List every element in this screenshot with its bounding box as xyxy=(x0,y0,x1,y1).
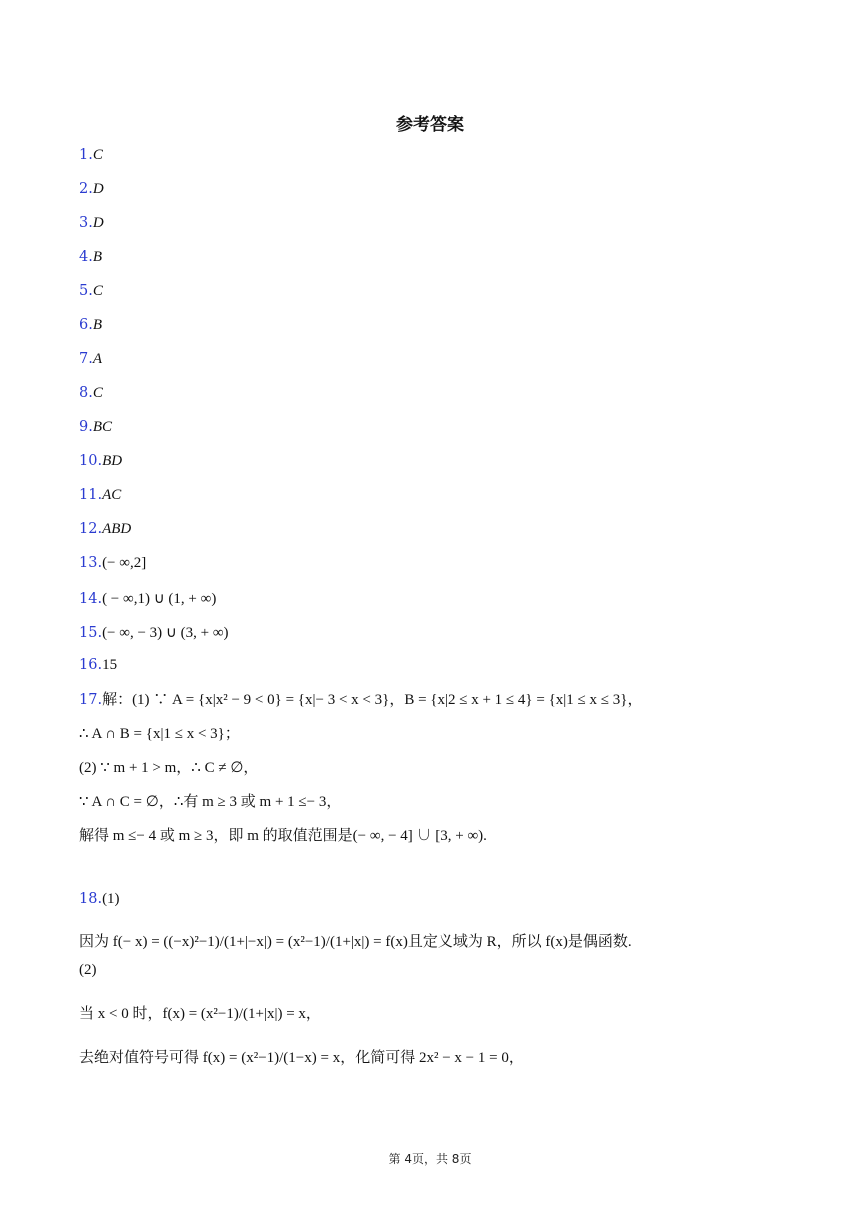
answer-number: 2. xyxy=(79,181,93,197)
answer-value: D xyxy=(92,181,104,197)
q17-line-2: ∴ A ∩ B = {x|1 ≤ x < 3}； xyxy=(79,726,240,742)
answer-value: B xyxy=(92,317,103,333)
q17-number: 17. xyxy=(79,692,103,708)
answer-number: 12. xyxy=(79,521,103,537)
q17-line-5: 解得 m ≤− 4 或 m ≥ 3，即 m 的取值范围是(− ∞, − 4] ∪ [3, + ∞). xyxy=(79,828,487,844)
q18-line-3: 去绝对值符号可得 f(x) = (x²−1)/(1−x) = x，化简可得 2x² − x − 1 = 0， xyxy=(79,1050,524,1066)
answer-item xyxy=(79,589,216,608)
answer-number: 14. xyxy=(79,591,103,607)
answer-item xyxy=(79,657,117,674)
answer-number: 6. xyxy=(79,317,93,333)
answer-item xyxy=(79,487,121,504)
answer-value: (− ∞,2] xyxy=(102,555,147,571)
answer-value: BC xyxy=(92,419,113,435)
answer-item xyxy=(79,555,146,572)
answer-item xyxy=(79,249,102,266)
answer-number: 4. xyxy=(79,249,93,265)
q18-number: 18. xyxy=(79,891,103,907)
page-title: 参考答案 xyxy=(396,115,464,135)
answer-item xyxy=(79,623,229,642)
answer-value: D xyxy=(92,215,104,231)
answer-number: 7. xyxy=(79,351,93,367)
answer-item xyxy=(79,317,102,334)
answer-item xyxy=(79,453,122,470)
answer-value: ABD xyxy=(102,521,132,537)
answer-item xyxy=(79,181,104,198)
answer-item xyxy=(79,385,103,402)
answer-value: 15 xyxy=(102,657,118,673)
answer-value: BD xyxy=(102,453,123,469)
answer-number: 13. xyxy=(79,555,103,571)
q18-line-2: 当 x < 0 时，f(x) = (x²−1)/(1+|x|) = x， xyxy=(79,1006,321,1022)
answer-number: 3. xyxy=(79,215,93,231)
answer-value: (− ∞, − 3) ∪ (3, + ∞) xyxy=(102,625,229,641)
answer-item xyxy=(79,215,104,232)
answer-item xyxy=(79,419,112,436)
answer-value: C xyxy=(92,385,103,401)
answer-item xyxy=(79,351,102,368)
answer-number: 15. xyxy=(79,625,103,641)
answer-number: 1. xyxy=(79,147,93,163)
q18-line-part1: 18.(1) xyxy=(79,891,120,907)
page-footer: 第 4页，共 8页 xyxy=(388,1152,472,1166)
answer-value: B xyxy=(92,249,103,265)
q18-part2: (2) xyxy=(79,962,97,978)
answer-value: AC xyxy=(102,487,122,503)
q17-line-1: 17.解：(1) ∵ A = {x|x² − 9 < 0} = {x|− 3 < x < 3}，B = {x|2 ≤ x + 1 ≤ 4} = {x|1 ≤ x ≤ 3}， xyxy=(79,692,643,708)
q18-line-1: 因为 f(− x) = ((−x)²−1)/(1+|−x|) = (x²−1)/(1+|x|) = f(x)且定义域为 R，所以 f(x)是偶函数. xyxy=(79,934,632,950)
q17-line-4: ∵ A ∩ C = ∅，∴有 m ≥ 3 或 m + 1 ≤− 3， xyxy=(79,794,342,810)
answer-item xyxy=(79,283,103,300)
q17-line-3: (2) ∵ m + 1 > m，∴ C ≠ ∅， xyxy=(79,760,259,776)
answer-number: 5. xyxy=(79,283,93,299)
answer-number: 11. xyxy=(79,487,103,503)
answer-number: 10. xyxy=(79,453,103,469)
answer-number: 16. xyxy=(79,657,103,673)
answer-number: 9. xyxy=(79,419,93,435)
answer-value: ( − ∞,1) ∪ (1, + ∞) xyxy=(102,591,217,607)
answer-value: C xyxy=(92,283,103,299)
answer-item xyxy=(79,521,131,538)
answer-item xyxy=(79,147,103,164)
answer-number: 8. xyxy=(79,385,93,401)
answer-value: C xyxy=(92,147,103,163)
answer-value: A xyxy=(92,351,103,367)
